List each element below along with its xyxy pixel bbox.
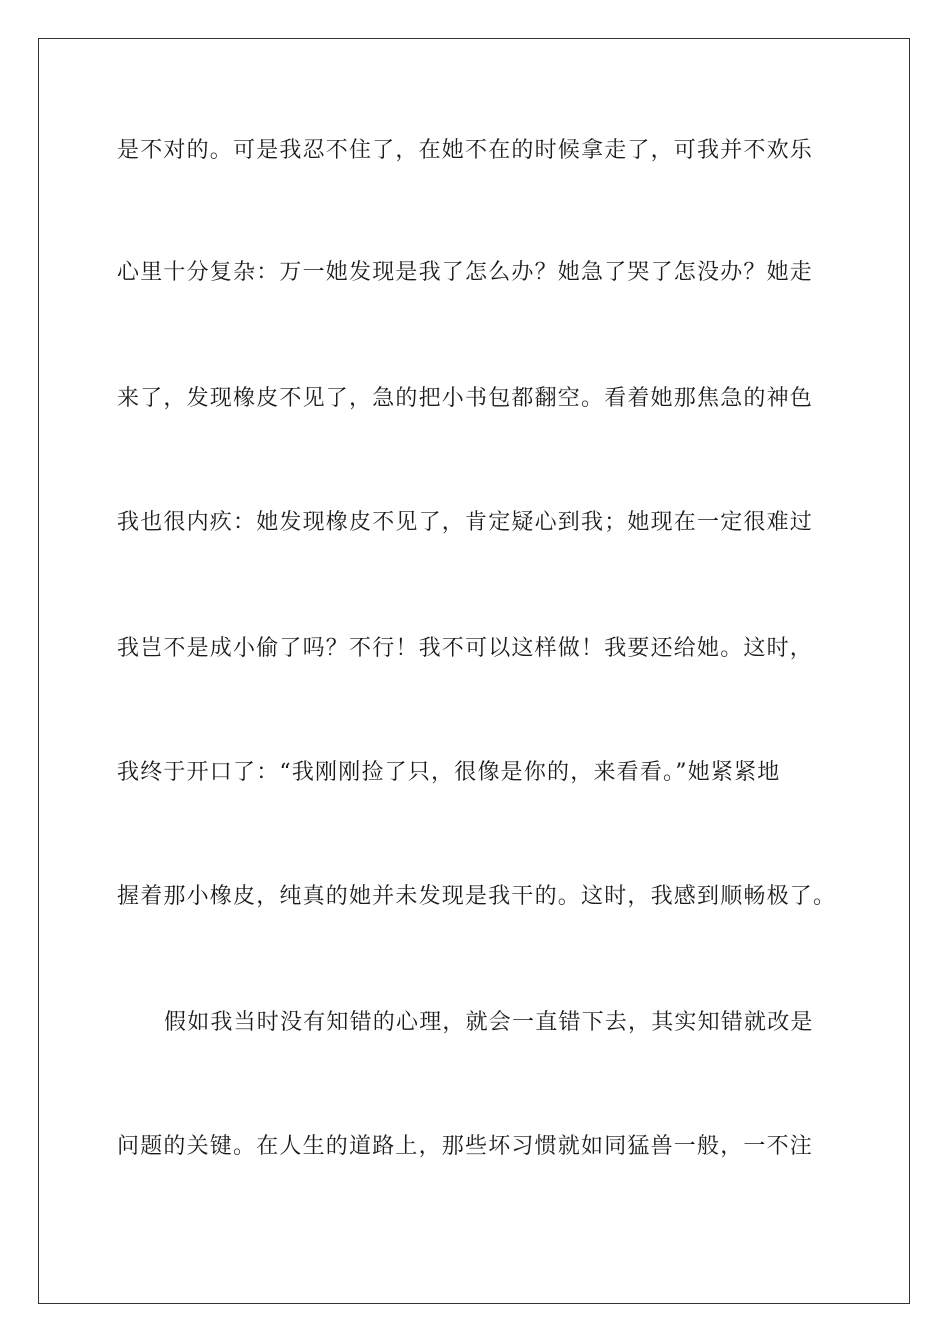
text-line-6: 我终于开口了：“我刚刚捡了只，很像是你的，来看看。”她紧紧地 bbox=[117, 760, 781, 785]
text-line-5: 我岂不是成小偷了吗？不行！我不可以这样做！我要还给她。这时， bbox=[117, 636, 814, 661]
page-border bbox=[38, 38, 910, 1304]
text-line-3: 来了，发现橡皮不见了，急的把小书包都翻空。看着她那焦急的神色 bbox=[117, 386, 814, 411]
text-line-7: 握着那小橡皮，纯真的她并未发现是我干的。这时，我感到顺畅极了。 bbox=[117, 884, 837, 909]
text-line-1: 是不对的。可是我忍不住了，在她不在的时候拿走了，可我并不欢乐 bbox=[117, 138, 814, 163]
text-line-2: 心里十分复杂：万一她发现是我了怎么办？她急了哭了怎没办？她走 bbox=[117, 260, 814, 285]
text-line-9: 问题的关键。在人生的道路上，那些坏习惯就如同猛兽一般，一不注 bbox=[117, 1134, 814, 1159]
text-line-8-paragraph-start: 假如我当时没有知错的心理，就会一直错下去，其实知错就改是 bbox=[164, 1010, 814, 1035]
text-line-4: 我也很内疚：她发现橡皮不见了，肯定疑心到我；她现在一定很难过 bbox=[117, 510, 814, 535]
